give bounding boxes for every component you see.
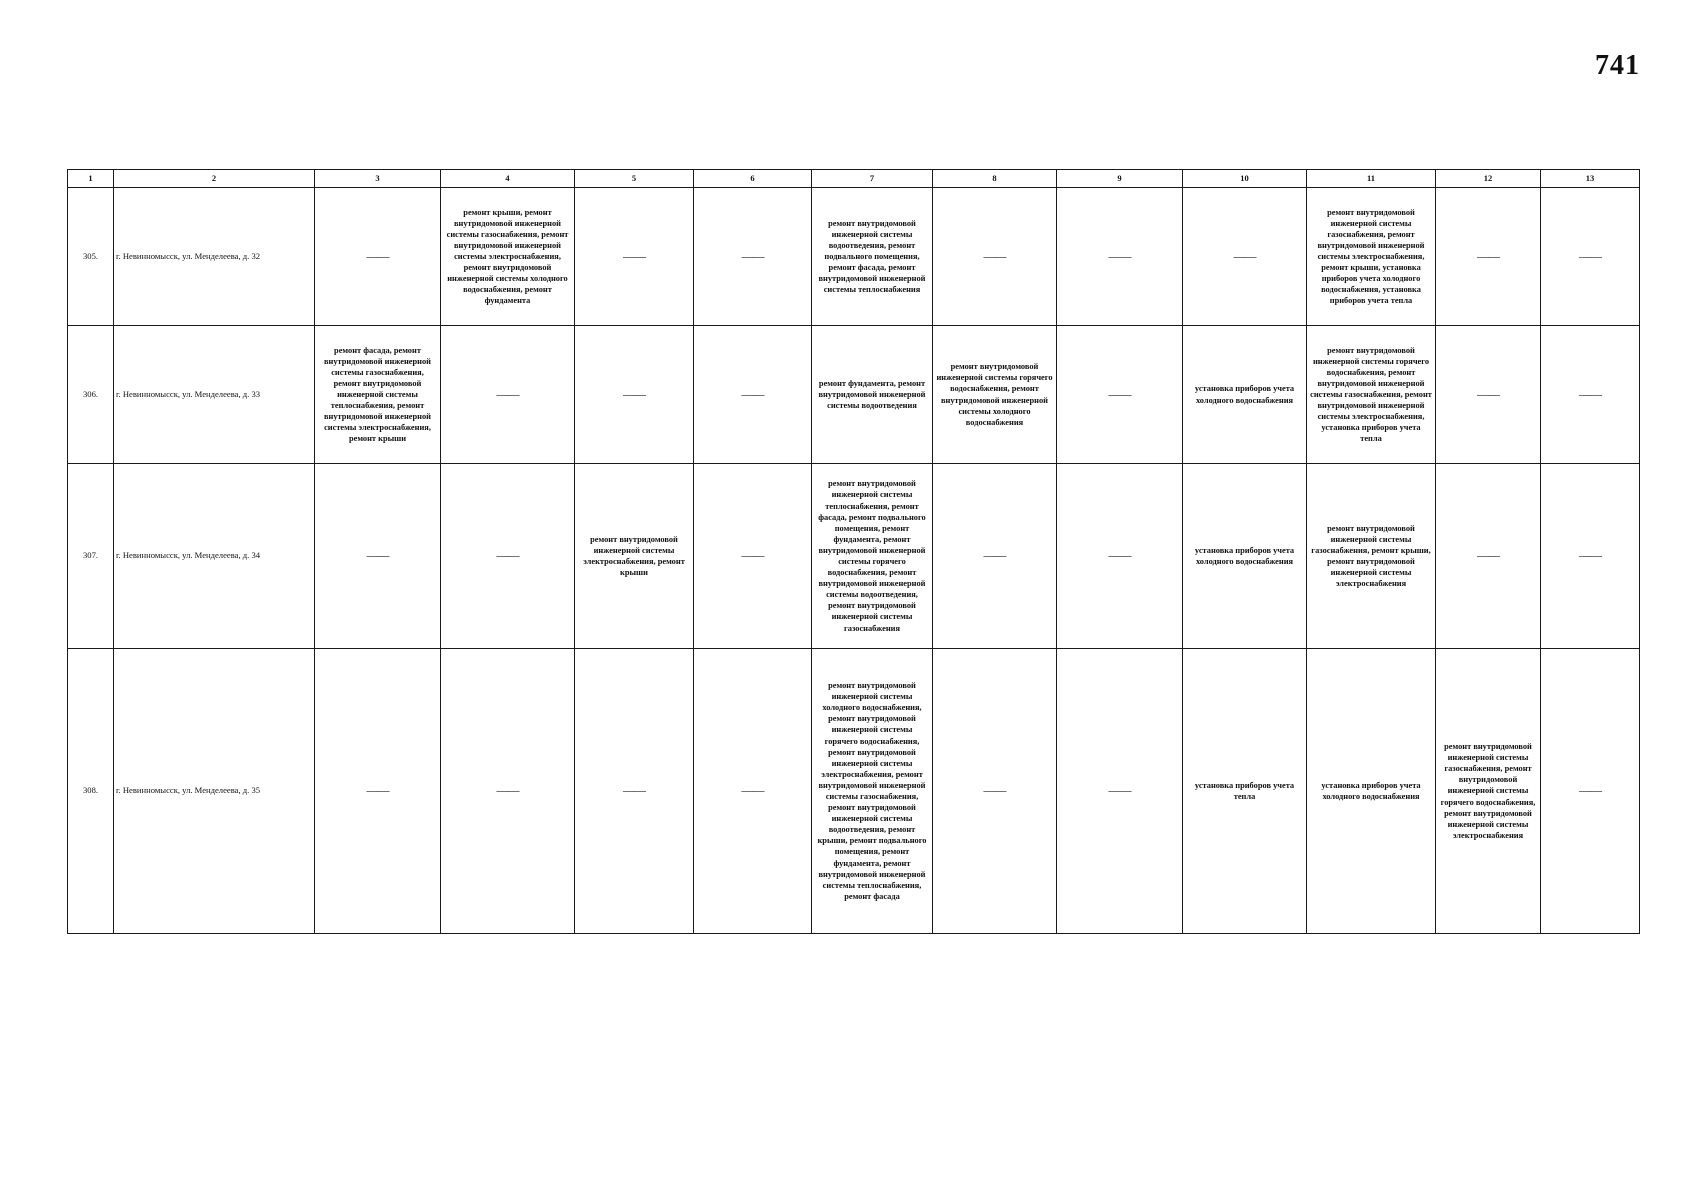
table-cell — [315, 649, 441, 934]
table-cell: установка приборов учета холодного водоснабжения — [1307, 649, 1436, 934]
dash-mark: —— — [366, 248, 389, 263]
table-cell: установка приборов учета холодного водоснабжения — [1183, 464, 1307, 649]
table-cell — [1541, 326, 1640, 464]
dash-mark: —— — [741, 386, 764, 401]
dash-mark: —— — [496, 386, 519, 401]
dash-mark: —— — [983, 248, 1006, 263]
table-cell — [1183, 188, 1307, 326]
dash-mark: —— — [1477, 386, 1499, 401]
dash-mark: —— — [1108, 248, 1131, 263]
column-number-header-row — [68, 170, 1640, 188]
table-cell: установка приборов учета холодного водоснабжения — [1183, 326, 1307, 464]
table-cell — [1541, 649, 1640, 934]
row-number: 308. — [68, 649, 114, 934]
column-header: 8 — [933, 170, 1057, 188]
table-cell — [441, 649, 575, 934]
address-cell: г. Невинномысск, ул. Менделеева, д. 34 — [114, 464, 315, 649]
column-header: 5 — [575, 170, 694, 188]
row-number: 306. — [68, 326, 114, 464]
column-header: 11 — [1307, 170, 1436, 188]
dash-mark: —— — [366, 548, 389, 563]
column-header: 9 — [1057, 170, 1183, 188]
table-cell: ремонт внутридомовой инженерной системы водоотведения, ремонт подвального помещения, ремонт фасада, ремонт внутридомовой инженерной системы теплоснабжения — [812, 188, 933, 326]
dash-mark: —— — [1477, 248, 1499, 263]
table-cell — [1436, 188, 1541, 326]
table-cell — [441, 464, 575, 649]
table-cell: установка приборов учета тепла — [1183, 649, 1307, 934]
table-cell — [315, 464, 441, 649]
dash-mark: —— — [496, 548, 519, 563]
page-number: 741 — [1595, 50, 1640, 81]
row-number: 305. — [68, 188, 114, 326]
dash-mark: —— — [983, 783, 1006, 798]
dash-mark: —— — [623, 783, 645, 798]
table-cell: ремонт внутридомовой инженерной системы холодного водоснабжения, ремонт внутридомовой инженерной системы горячего водоснабжения, ремонт внутридомовой инженерной системы электроснабжения, ремонт внутридомовой инженерной системы газоснабжения, ремонт внутридомовой инженерной системы водоотведения, ремонт крыши, ремонт подвального помещения, ремонт фундамента, ремонт внутридомовой инженерной системы теплоснабжения, ремонт фасада — [812, 649, 933, 934]
table-cell — [1057, 649, 1183, 934]
table-cell — [575, 649, 694, 934]
table-cell: ремонт внутридомовой инженерной системы горячего водоснабжения, ремонт внутридомовой инженерной системы газоснабжения, ремонт внутридомовой инженерной системы электроснабжения, установка приборов учета тепла — [1307, 326, 1436, 464]
table-cell — [1436, 326, 1541, 464]
address-cell: г. Невинномысск, ул. Менделеева, д. 35 — [114, 649, 315, 934]
table-cell: ремонт крыши, ремонт внутридомовой инженерной системы газоснабжения, ремонт внутридомовой инженерной системы электроснабжения, ремонт внутридомовой инженерной системы холодного водоснабжения, ремонт фундамента — [441, 188, 575, 326]
table-cell — [1057, 464, 1183, 649]
table-row — [68, 464, 1640, 649]
dash-mark: —— — [1579, 386, 1601, 401]
dash-mark: —— — [623, 248, 645, 263]
dash-mark: —— — [496, 783, 519, 798]
table-cell — [694, 464, 812, 649]
table-cell — [1057, 188, 1183, 326]
table-cell — [694, 188, 812, 326]
dash-mark: —— — [741, 548, 764, 563]
table-cell — [441, 326, 575, 464]
table-cell — [933, 464, 1057, 649]
table-cell: ремонт внутридомовой инженерной системы горячего водоснабжения, ремонт внутридомовой инженерной системы холодного водоснабжения — [933, 326, 1057, 464]
table-cell — [1057, 326, 1183, 464]
column-header: 2 — [114, 170, 315, 188]
table-cell: ремонт фасада, ремонт внутридомовой инженерной системы газоснабжения, ремонт внутридомовой инженерной системы теплоснабжения, ремонт внутридомовой инженерной системы электроснабжения, ремонт крыши — [315, 326, 441, 464]
table-row — [68, 326, 1640, 464]
column-header: 6 — [694, 170, 812, 188]
column-header: 4 — [441, 170, 575, 188]
dash-mark: —— — [1108, 783, 1131, 798]
column-header: 3 — [315, 170, 441, 188]
table-row — [68, 188, 1640, 326]
table-cell — [933, 188, 1057, 326]
table-cell — [933, 649, 1057, 934]
dash-mark: —— — [741, 783, 764, 798]
address-cell: г. Невинномысск, ул. Менделеева, д. 33 — [114, 326, 315, 464]
dash-mark: —— — [1579, 548, 1601, 563]
table-cell: ремонт внутридомовой инженерной системы газоснабжения, ремонт крыши, ремонт внутридомовой инженерной системы электроснабжения — [1307, 464, 1436, 649]
dash-mark: —— — [1108, 548, 1131, 563]
table-cell — [694, 326, 812, 464]
column-header: 7 — [812, 170, 933, 188]
row-number: 307. — [68, 464, 114, 649]
dash-mark: —— — [623, 386, 645, 401]
work-schedule-table — [67, 169, 1640, 934]
table-cell — [575, 188, 694, 326]
table-cell: ремонт фундамента, ремонт внутридомовой инженерной системы водоотведения — [812, 326, 933, 464]
dash-mark: —— — [1108, 386, 1131, 401]
dash-mark: —— — [1477, 548, 1499, 563]
table-cell: ремонт внутридомовой инженерной системы теплоснабжения, ремонт фасада, ремонт подвального помещения, ремонт фундамента, ремонт внутридомовой инженерной системы горячего водоснабжения, ремонт внутридомовой инженерной системы водоотведения, ремонт внутридомовой инженерной системы газоснабжения — [812, 464, 933, 649]
dash-mark: —— — [366, 783, 389, 798]
table-cell — [1541, 188, 1640, 326]
column-header: 1 — [68, 170, 114, 188]
table-cell — [1541, 464, 1640, 649]
dash-mark: —— — [741, 248, 764, 263]
address-cell: г. Невинномысск, ул. Менделеева, д. 32 — [114, 188, 315, 326]
table-cell: ремонт внутридомовой инженерной системы электроснабжения, ремонт крыши — [575, 464, 694, 649]
column-header: 10 — [1183, 170, 1307, 188]
dash-mark: —— — [1579, 248, 1601, 263]
table-row — [68, 649, 1640, 934]
table-cell — [315, 188, 441, 326]
column-header: 12 — [1436, 170, 1541, 188]
table-cell: ремонт внутридомовой инженерной системы газоснабжения, ремонт внутридомовой инженерной системы горячего водоснабжения, ремонт внутридомовой инженерной системы электроснабжения — [1436, 649, 1541, 934]
table-cell: ремонт внутридомовой инженерной системы газоснабжения, ремонт внутридомовой инженерной системы электроснабжения, ремонт крыши, установка приборов учета холодного водоснабжения, установка приборов учета тепла — [1307, 188, 1436, 326]
dash-mark: —— — [1233, 248, 1256, 263]
table-cell — [1436, 464, 1541, 649]
column-header: 13 — [1541, 170, 1640, 188]
table-cell — [694, 649, 812, 934]
dash-mark: —— — [983, 548, 1006, 563]
table-cell — [575, 326, 694, 464]
dash-mark: —— — [1579, 783, 1601, 798]
